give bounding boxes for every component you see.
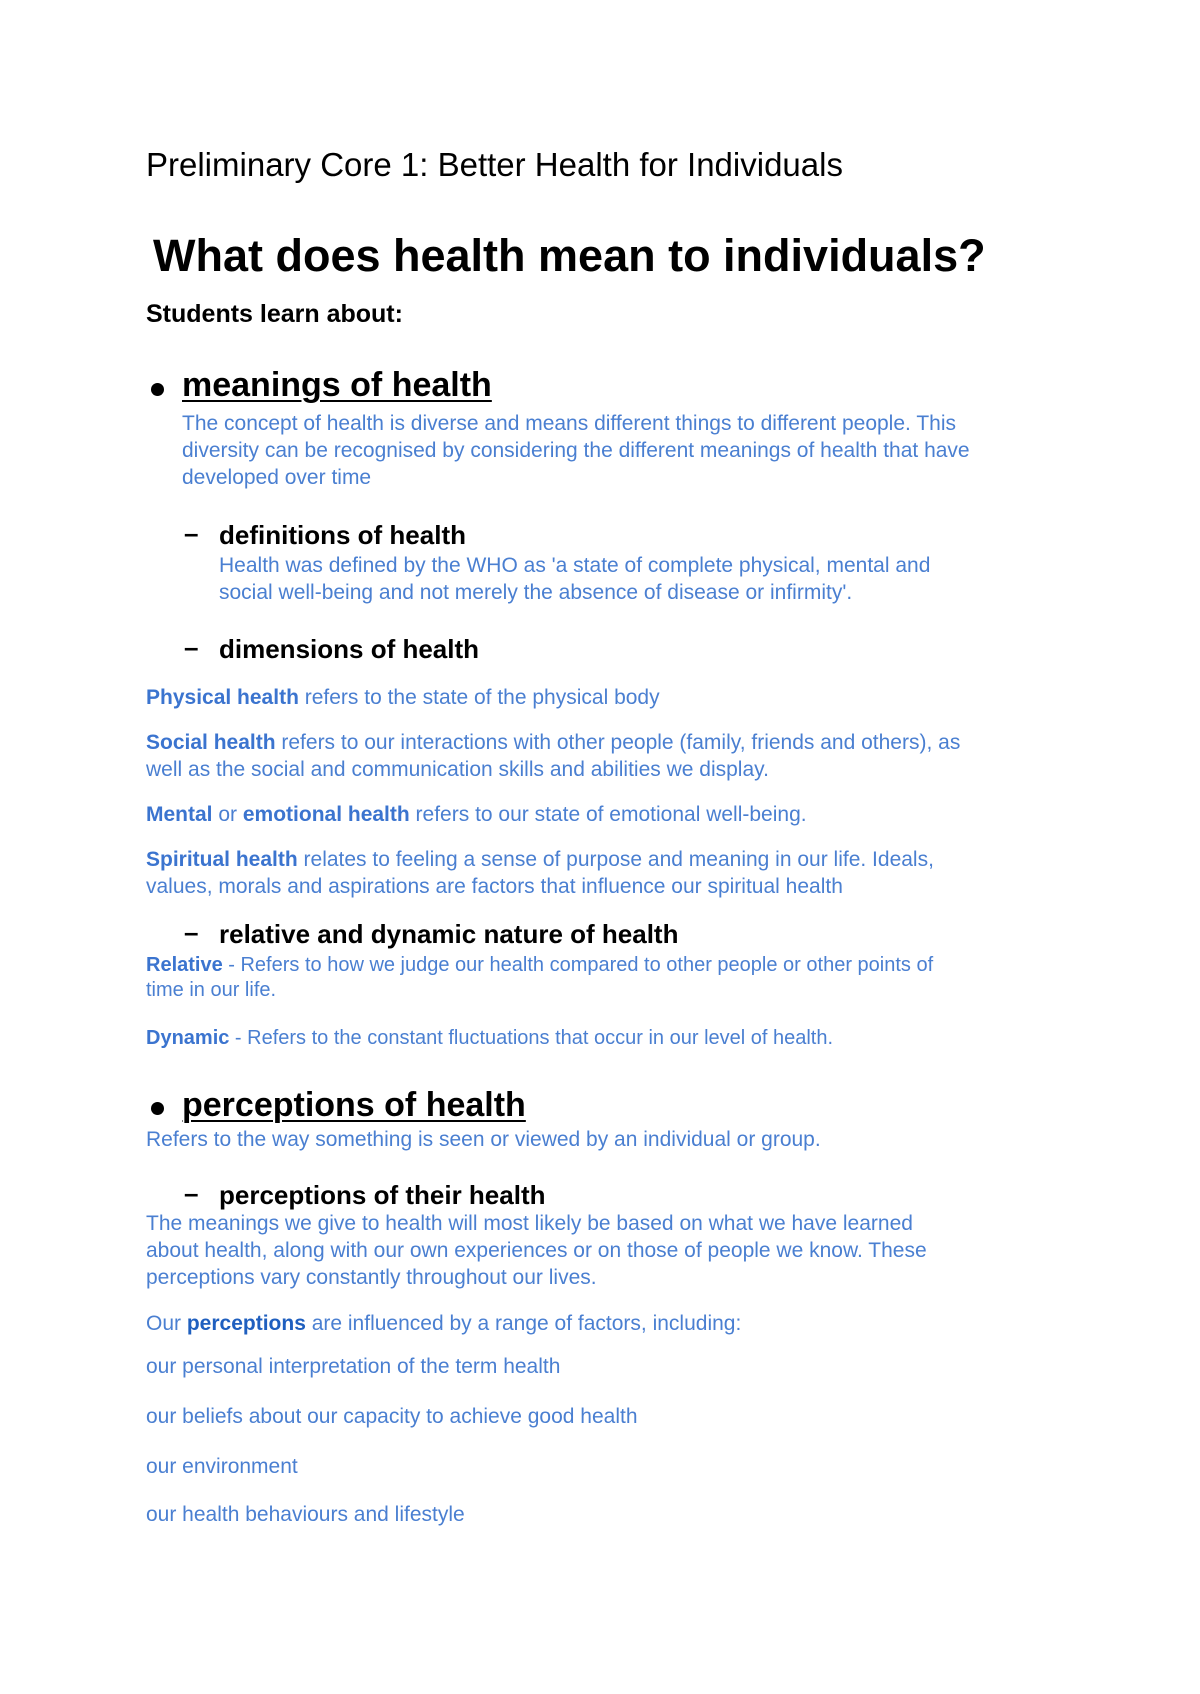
factors-pre: Our [146,1312,187,1335]
relative-text: - Refers to how we judge our health compared to other people or other points of [222,954,934,976]
relative-dynamic-heading: relative and dynamic nature of health [219,919,679,949]
dynamic-paragraph [146,1026,833,1051]
relative-term: Relative [146,954,223,976]
spiritual-health-paragraph [146,846,934,873]
perceptions-their-health-heading: perceptions of their health [219,1180,546,1210]
physical-health-term: Physical health [146,686,299,709]
section-meanings-heading: meanings of health [182,366,492,404]
perceptions-line-2: about health, along with our own experiences or on those of people we know. These [146,1239,927,1262]
social-health-term: Social health [146,731,276,754]
students-learn-label: Students learn about: [146,300,403,328]
document-heading: Preliminary Core 1: Better Health for Individuals [146,146,843,183]
definitions-line-1: Health was defined by the WHO as 'a state of complete physical, mental and [219,554,931,577]
social-health-text: refers to our interactions with other people (family, friends and others), as [275,731,961,754]
meanings-intro-line-3: developed over time [182,466,372,489]
dynamic-term: Dynamic [146,1027,230,1049]
dimensions-heading: dimensions of health [219,634,480,664]
mental-health-paragraph [146,801,807,828]
factor-item: our health behaviours and lifestyle [146,1503,465,1526]
dash-icon: – [184,917,199,947]
mental-health-text: refers to our state of emotional well-being. [409,803,807,826]
definitions-line-2: social well-being and not merely the absence of disease or infirmity'. [219,581,853,604]
bullet-dot-icon [151,383,164,401]
emotional-health-term: emotional health [242,803,410,826]
factor-item: our beliefs about our capacity to achieve good health [146,1405,638,1428]
dash-icon: – [184,1178,199,1208]
perceptions-line-1: The meanings we give to health will most likely be based on what we have learned [146,1212,913,1235]
relative-line-2: time in our life. [146,979,277,1001]
definitions-heading: definitions of health [219,520,466,550]
physical-health-text: refers to the state of the physical body [298,686,660,709]
section-perceptions-heading: perceptions of health [182,1086,526,1124]
factor-item: our environment [146,1455,298,1478]
bullet-dot-icon [151,1102,164,1120]
relative-paragraph [146,953,933,978]
spiritual-health-line-2: values, morals and aspirations are factors that influence our spiritual health [146,875,843,898]
factors-intro [146,1310,741,1337]
perceptions-term: perceptions [186,1312,306,1335]
social-health-line-2: well as the social and communication skills and abilities we display. [146,758,769,781]
dash-icon: – [184,632,199,662]
meanings-intro-line-2: diversity can be recognised by considering the different meanings of health that have [182,439,970,462]
factor-item: our personal interpretation of the term health [146,1355,561,1378]
social-health-paragraph [146,729,960,756]
factors-post: are influenced by a range of factors, including: [305,1312,742,1335]
mental-or-text: or [212,803,243,826]
page-title: What does health mean to individuals? [153,230,986,281]
dash-icon: – [184,518,199,548]
dynamic-text: - Refers to the constant fluctuations that occur in our level of health. [229,1027,834,1049]
spiritual-health-term: Spiritual health [146,848,298,871]
mental-term: Mental [146,803,213,826]
spiritual-health-text: relates to feeling a sense of purpose and meaning in our life. Ideals, [297,848,934,871]
physical-health-paragraph [146,684,660,711]
perceptions-intro: Refers to the way something is seen or viewed by an individual or group. [146,1128,821,1151]
meanings-intro-line-1: The concept of health is diverse and means different things to different people. This [182,412,956,435]
perceptions-line-3: perceptions vary constantly throughout our lives. [146,1266,597,1289]
